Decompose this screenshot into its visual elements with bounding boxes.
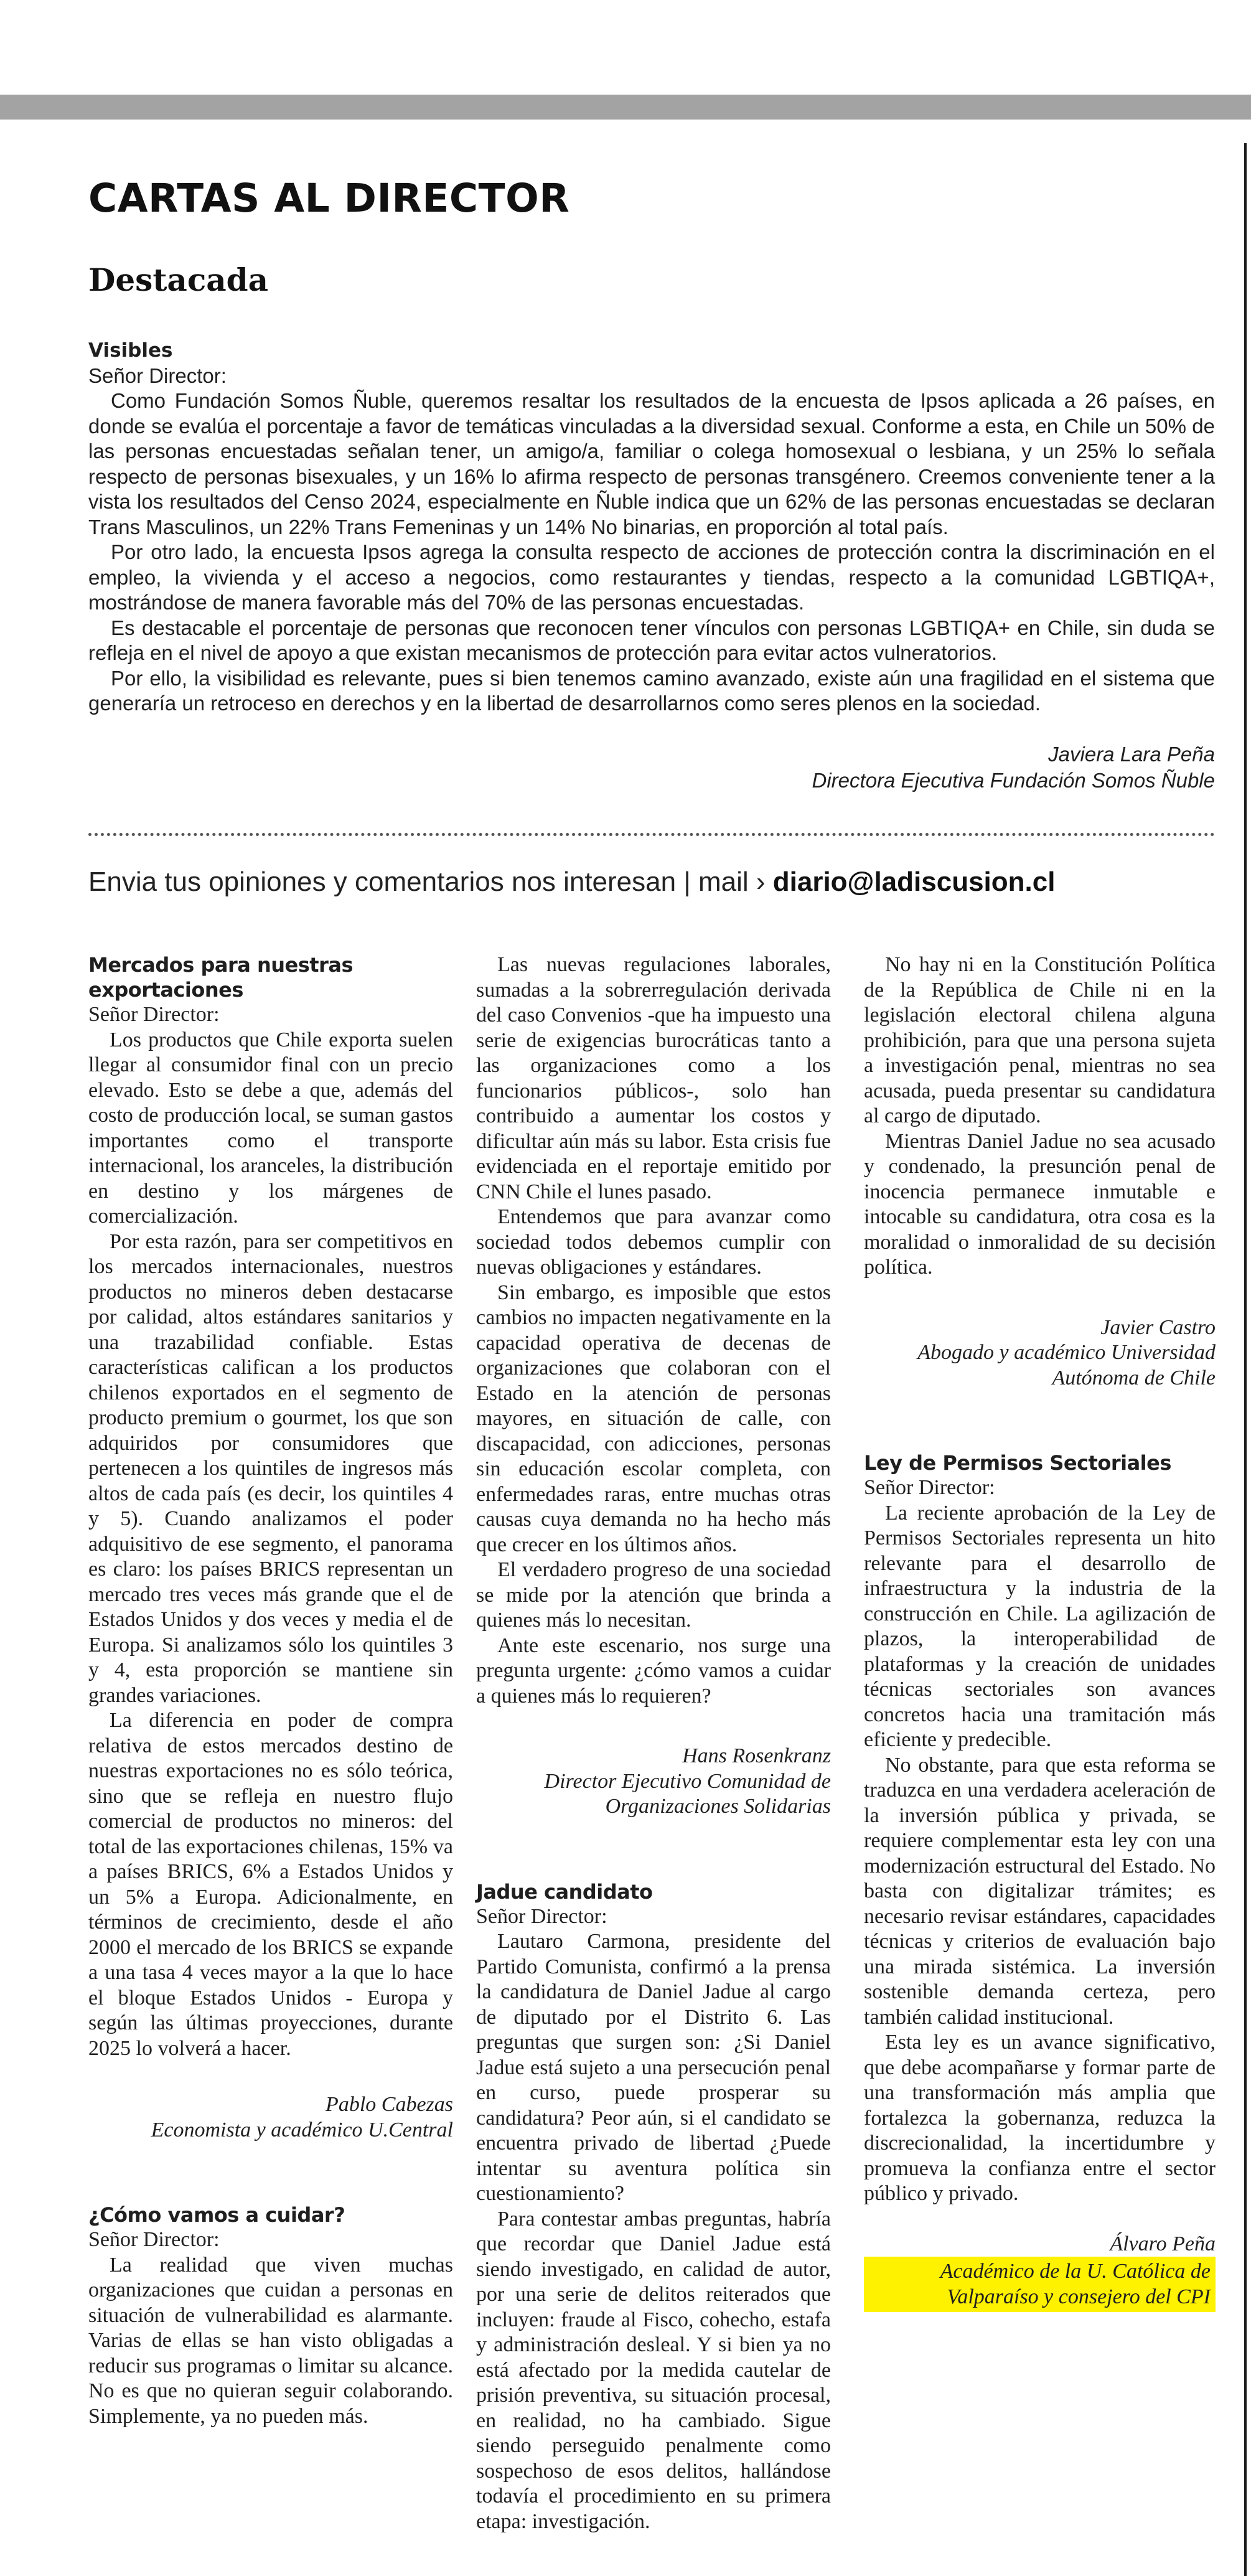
letter-paragraph: Lautaro Carmona, presidente del Partido Comunista, confirmó a la prensa la candidatura de Daniel Jadue al cargo de diputado por el Distrito 6. Las preguntas que surgen son: ¿Si Daniel Jadue está sujeto a una persecución penal en curso, puede prosperar su candidatura? Peor aún, si el candidato se encuentra privado de libertad ¿Puede intentar su aventura política sin cuestionamiento? [476, 1930, 831, 2205]
letter-author-role: Director Ejecutivo Comunidad de Organizaciones Solidarias [544, 1769, 831, 1818]
contact-email[interactable]: diario@ladiscusion.cl [772, 867, 1056, 897]
letter-paragraph: Por ello, la visibilidad es relevante, pues si bien tenemos camino avanzado, existe aún una fragilidad en el sistema que generaría un retroceso en derechos y en la libertad de desarrollarnos como seres plenos en la sociedad. [88, 666, 1215, 715]
letter-signature [476, 1744, 831, 1820]
letter-signature [864, 1315, 1216, 1391]
letter-title: Ley de Permisos Sectoriales [864, 1451, 1171, 1475]
letter-permisos [864, 1450, 1216, 2312]
letter-author: Javier Castro [1100, 1315, 1216, 1339]
letter-paragraph: La reciente aprobación de la Ley de Permisos Sectoriales representa un hito relevante para el desarrollo de infraestructura y la industria de la construcción en Chile. La agilización de plazos, la interoperabilidad de plataformas y la creación de unidades técnicas sectoriales son avances concretos hacia una tramitación más eficiente y predecible. [864, 1501, 1216, 1751]
column-2 [476, 952, 831, 2534]
page-edge-rule [1244, 143, 1247, 2576]
letter-title: ¿Cómo vamos a cuidar? [88, 2203, 345, 2227]
featured-label: Destacada [88, 261, 269, 298]
letter-paragraph: Por otro lado, la encuesta Ipsos agrega la consulta respecto de acciones de protección contra la discriminación en el empleo, la vivienda y el acceso a negocios, como restaurantes y tiendas, respecto a la comunidad LGBTIQA+, mostrándose de manera favorable más del 70% de las personas encuestadas. [88, 540, 1215, 614]
letter-paragraph: No obstante, para que esta reforma se traduzca en una verdadera aceleración de la inversión pública y privada, se requiere complementar esta ley con una modernización estructural del Estado. No basta con digitalizar trámites; es necesario revisar estándares, capacidades técnicas y criterios de evaluación bajo una mirada sistémica. La inversión sostenible demanda certeza, pero también calidad institucional. [864, 1753, 1216, 2029]
letter-paragraph: Como Fundación Somos Ñuble, queremos resaltar los resultados de la encuesta de Ipsos aplicada a 26 países, en donde se evalúa el porcentaje a favor de temáticas vinculadas a la diversidad sexual. Conforme a esta, en Chile un 50% de las personas encuestadas señalan tener, un amigo/a, familiar o colega homosexual o lesbiana, y un 25% lo señala respecto de personas bisexuales, y un 16% lo afirma respecto de personas transgénero. Creemos conveniente tener a la vista los resultados del Censo 2024, especialmente en Ñuble indica que un 62% de las personas encuestadas se declaran Trans Masculinos, un 22% Trans Femeninas y un 14% No binarias, en proporción al total país. [88, 389, 1215, 538]
letter-author: Hans Rosenkranz [682, 1744, 831, 1767]
letter-jadue-continued [864, 952, 1216, 1391]
featured-letter [88, 338, 1215, 794]
letter-paragraph: La diferencia en poder de compra relativa de estos mercados destino de nuestras exportaciones no es sólo teórica, sino que se refleja en nuestro flujo comercial de productos no mineros: del total de las exportaciones chilenas, 15% va a países BRICS, 6% a Estados Unidos y un 5% a Europa. Adicionalmente, en términos de crecimiento, desde el año 2000 el mercado de los BRICS se expande a una tasa 4 veces mayor a la que lo hace el bloque Estados Unidos - Europa y según las últimas proyecciones, durante 2025 lo volverá a hacer. [88, 1709, 453, 2060]
letter-author-role: Directora Ejecutiva Fundación Somos Ñuble [812, 768, 1215, 792]
letter-paragraph: Ante este escenario, nos surge una pregunta urgente: ¿cómo vamos a cuidar a quienes más lo requieren? [476, 1634, 831, 1708]
letter-signature [88, 2092, 453, 2143]
section-title: CARTAS AL DIRECTOR [88, 176, 570, 221]
contact-line [88, 867, 1055, 898]
letter-jadue [476, 1879, 831, 2535]
letter-signature [864, 2232, 1216, 2313]
letter-paragraph: Por esta razón, para ser competitivos en los mercados internacionales, nuestros productos no mineros deben destacarse por calidad, altos estándares sanitarios y una trazabilidad confiable. Estas características califican a los productos chilenos exportados en el segmento de producto premium o gourmet, los que son adquiridos por consumidores que pertenecen a los quintiles de ingresos más altos de cada país (es decir, los quintiles 4 y 5). Cuando analizamos el poder adquisitivo de ese segmento, el panorama es claro: los países BRICS representan un mercado tres veces más grande que el de Estados Unidos y dos veces y media el de Europa. Si analizamos sólo los quintiles 3 y 4, esta proporción se mantiene sin grandes variaciones. [88, 1229, 453, 1707]
letter-greeting: Señor Director: [864, 1476, 995, 1499]
letter-title: Jadue candidato [476, 1879, 653, 1904]
column-3 [864, 952, 1216, 2312]
letter-author-role: Economista y académico U.Central [151, 2118, 453, 2141]
letter-paragraph: Para contestar ambas preguntas, habría que recordar que Daniel Jadue está siendo investigado, en calidad de autor, por una serie de delitos reiterados que incluyen: fraude al Fisco, cohecho, estafa y administración desleal. Y si bien ya no está afectado por la medida cautelar de prisión preventiva, su situación procesal, en realidad, no ha cambiado. Sigue siendo perseguido penalmente como sospechoso de esos delitos, hallándose todavía el procedimiento en su primera etapa: investigación. [476, 2207, 831, 2533]
letter-author: Álvaro Peña [1110, 2232, 1216, 2255]
letter-title: Visibles [88, 339, 173, 362]
letter-paragraph: Las nuevas regulaciones laborales, sumadas a la sobrerregulación derivada del caso Convenios -que ha impuesto una serie de exigencias burocráticas tanto a las organizaciones como a los funcionarios públicos-, solo han contribuido a aumentar los costos y dificultar aún más su labor. Esta crisis fue evidenciada en el reportaje emitido por CNN Chile el lunes pasado. [476, 953, 831, 1203]
letter-author: Pablo Cabezas [326, 2093, 453, 2116]
letter-greeting: Señor Director: [88, 1003, 220, 1026]
letter-paragraph: El verdadero progreso de una sociedad se mide por la atención que brinda a quienes más lo necesitan. [476, 1558, 831, 1632]
letter-author-role: Abogado y académico Universidad Autónoma de Chile [917, 1341, 1216, 1389]
letter-cuidar [88, 2202, 453, 2429]
letter-mercados [88, 952, 453, 2143]
header-bar [0, 95, 1251, 120]
letter-paragraph: Es destacable el porcentaje de personas que reconocen tener vínculos con personas LGBTIQA+ en Chile, sin duda se refleja en el nivel de apoyo a que existan mecanismos de protección para evitar actos vulneratorios. [88, 616, 1215, 664]
letter-cuidar-continued [476, 952, 831, 1820]
letter-greeting: Señor Director: [88, 2228, 220, 2251]
letter-title: Mercados para nuestras exportaciones [88, 953, 354, 1002]
dotted-divider [88, 833, 1215, 836]
letter-paragraph: Mientras Daniel Jadue no sea acusado y condenado, la presunción penal de inocencia permanece inmutable e intocable su candidatura, otra cosa es la moralidad o inmoralidad de su decisión política. [864, 1129, 1216, 1279]
letter-paragraph: Entendemos que para avanzar como sociedad todos debemos cumplir con nuevas obligaciones y estándares. [476, 1205, 831, 1279]
letter-greeting: Señor Director: [88, 364, 227, 387]
letter-author-role-highlighted: Académico de la U. Católica de Valparaíso y consejero del CPI [864, 2257, 1216, 2312]
contact-text: Envia tus opiniones y comentarios nos interesan | mail › [88, 867, 773, 897]
letter-paragraph: No hay ni en la Constitución Política de la República de Chile ni en la legislación electoral chilena alguna prohibición, para que una persona sujeta a investigación penal, mientras no sea acusada, pueda presentar su candidatura al cargo de diputado. [864, 953, 1216, 1127]
letter-paragraph: Sin embargo, es imposible que estos cambios no impacten negativamente en la capacidad operativa de decenas de organizaciones que colaboran con el Estado en la atención de personas mayores, en situación de calle, con discapacidad, con adicciones, personas sin educación escolar completa, con enfermedades raras, entre muchas otras causas cuya demanda no ha hecho más que crecer en los últimos años. [476, 1281, 831, 1556]
letter-paragraph: La realidad que viven muchas organizaciones que cuidan a personas en situación de vulnerabilidad es alarmante. Varias de ellas se han visto obligadas a reducir sus programas o limitar su alcance. No es que no quieran seguir colaborando. Simplemente, ya no pueden más. [88, 2253, 453, 2428]
letter-greeting: Señor Director: [476, 1904, 607, 1928]
letter-paragraph: Los productos que Chile exporta suelen llegar al consumidor final con un precio elevado. Esto se debe a que, además del costo de producción local, se suman gastos importantes como el transporte internacional, los aranceles, la distribución en destino y los márgenes de comercialización. [88, 1028, 453, 1228]
letter-paragraph: Esta ley es un avance significativo, que debe acompañarse y formar parte de una transformación más amplia que fortalezca la gobernanza, reduzca la discrecionalidad, la incertidumbre y promueva la confianza entre el sector público y privado. [864, 2031, 1216, 2205]
letter-signature [88, 741, 1215, 794]
letter-author: Javiera Lara Peña [1048, 742, 1215, 766]
column-1 [88, 952, 453, 2429]
